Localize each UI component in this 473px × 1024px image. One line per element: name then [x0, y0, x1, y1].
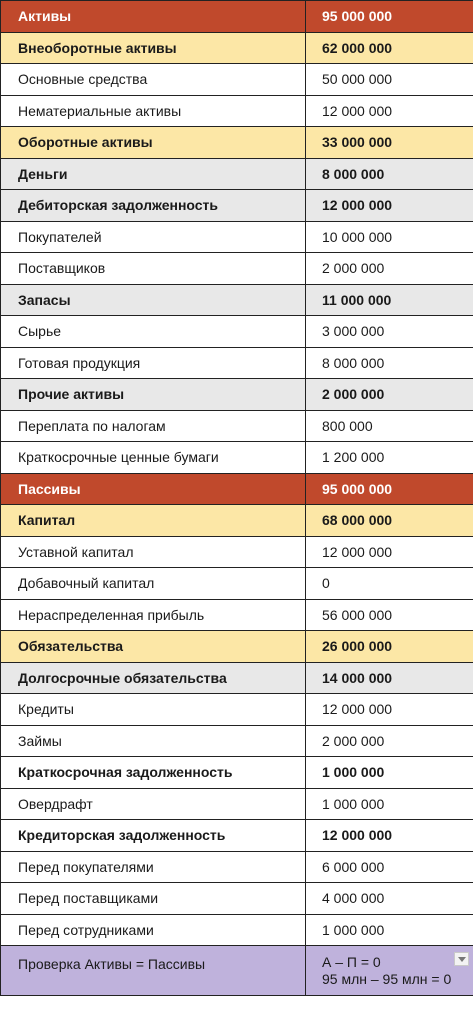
row-value[interactable]: 2 000 000 — [306, 379, 473, 411]
row-label[interactable]: Покупателей — [1, 221, 306, 253]
table-row — [1, 536, 473, 568]
row-value[interactable]: 12 000 000 — [306, 190, 473, 222]
row-label[interactable]: Внеоборотные активы — [1, 32, 306, 64]
row-value[interactable]: 12 000 000 — [306, 820, 473, 852]
balance-check-result[interactable] — [306, 946, 473, 996]
section-row — [1, 32, 473, 64]
row-label[interactable]: Готовая продукция — [1, 347, 306, 379]
table-row — [1, 410, 473, 442]
row-label[interactable]: Уставной капитал — [1, 536, 306, 568]
row-value[interactable]: 8 000 000 — [306, 158, 473, 190]
row-label[interactable]: Добавочный капитал — [1, 568, 306, 600]
table-row — [1, 788, 473, 820]
row-label[interactable]: Деньги — [1, 158, 306, 190]
row-label[interactable]: Краткосрочные ценные бумаги — [1, 442, 306, 474]
row-value[interactable]: 3 000 000 — [306, 316, 473, 348]
table-row — [1, 694, 473, 726]
row-value[interactable]: 62 000 000 — [306, 32, 473, 64]
chevron-down-icon[interactable] — [454, 952, 469, 966]
row-label[interactable]: Сырье — [1, 316, 306, 348]
table-row — [1, 64, 473, 96]
row-label[interactable]: Поставщиков — [1, 253, 306, 285]
row-label[interactable]: Нематериальные активы — [1, 95, 306, 127]
row-label[interactable]: Запасы — [1, 284, 306, 316]
row-label[interactable]: Активы — [1, 1, 306, 33]
row-label[interactable]: Перед сотрудниками — [1, 914, 306, 946]
subgroup-row — [1, 158, 473, 190]
row-value[interactable]: 33 000 000 — [306, 127, 473, 159]
row-value[interactable]: 68 000 000 — [306, 505, 473, 537]
table-row — [1, 725, 473, 757]
row-label[interactable]: Дебиторская задолженность — [1, 190, 306, 222]
row-value[interactable]: 95 000 000 — [306, 473, 473, 505]
table-row — [1, 599, 473, 631]
subgroup-row — [1, 284, 473, 316]
row-value[interactable]: 4 000 000 — [306, 883, 473, 915]
row-label[interactable]: Пассивы — [1, 473, 306, 505]
row-value[interactable]: 1 200 000 — [306, 442, 473, 474]
row-value[interactable]: 2 000 000 — [306, 253, 473, 285]
table-row — [1, 914, 473, 946]
row-value[interactable]: 56 000 000 — [306, 599, 473, 631]
row-value[interactable]: 12 000 000 — [306, 95, 473, 127]
row-value[interactable]: 8 000 000 — [306, 347, 473, 379]
row-value[interactable]: 6 000 000 — [306, 851, 473, 883]
subbold-row — [1, 757, 473, 789]
table-row — [1, 442, 473, 474]
header-row — [1, 473, 473, 505]
row-label[interactable]: Оборотные активы — [1, 127, 306, 159]
row-label[interactable]: Займы — [1, 725, 306, 757]
row-value[interactable]: 11 000 000 — [306, 284, 473, 316]
row-value[interactable]: 12 000 000 — [306, 694, 473, 726]
row-value[interactable]: 12 000 000 — [306, 536, 473, 568]
table-row — [1, 316, 473, 348]
table-row — [1, 347, 473, 379]
row-label[interactable]: Капитал — [1, 505, 306, 537]
table-row — [1, 568, 473, 600]
row-label[interactable]: Кредиторская задолженность — [1, 820, 306, 852]
row-value[interactable]: 800 000 — [306, 410, 473, 442]
row-value[interactable]: 1 000 000 — [306, 757, 473, 789]
subgroup-row — [1, 190, 473, 222]
section-row — [1, 631, 473, 663]
row-label[interactable]: Основные средства — [1, 64, 306, 96]
row-label[interactable]: Краткосрочная задолженность — [1, 757, 306, 789]
subgroup-row — [1, 662, 473, 694]
row-label[interactable]: Перед поставщиками — [1, 883, 306, 915]
row-value[interactable]: 95 000 000 — [306, 1, 473, 33]
row-label[interactable]: Прочие активы — [1, 379, 306, 411]
row-value[interactable]: 14 000 000 — [306, 662, 473, 694]
subbold-row — [1, 820, 473, 852]
balance-check-line-1: А – П = 0 — [322, 954, 381, 970]
table-row — [1, 253, 473, 285]
row-value[interactable]: 26 000 000 — [306, 631, 473, 663]
header-row — [1, 1, 473, 33]
table-row — [1, 221, 473, 253]
subgroup-row — [1, 379, 473, 411]
row-label[interactable]: Кредиты — [1, 694, 306, 726]
row-label[interactable]: Перед покупателями — [1, 851, 306, 883]
section-row — [1, 127, 473, 159]
balance-sheet-body — [1, 1, 473, 996]
row-label[interactable]: Долгосрочные обязательства — [1, 662, 306, 694]
row-value[interactable]: 2 000 000 — [306, 725, 473, 757]
table-row — [1, 883, 473, 915]
row-label[interactable]: Обязательства — [1, 631, 306, 663]
balance-check-label: Проверка Активы = Пассивы — [1, 946, 306, 996]
balance-check-row — [1, 946, 473, 996]
row-value[interactable]: 50 000 000 — [306, 64, 473, 96]
row-label[interactable]: Овердрафт — [1, 788, 306, 820]
row-value[interactable]: 0 — [306, 568, 473, 600]
balance-check-line-2: 95 млн – 95 млн = 0 — [322, 971, 452, 987]
row-label[interactable]: Нераспределенная прибыль — [1, 599, 306, 631]
section-row — [1, 505, 473, 537]
table-row — [1, 95, 473, 127]
row-label[interactable]: Переплата по налогам — [1, 410, 306, 442]
row-value[interactable]: 10 000 000 — [306, 221, 473, 253]
table-row — [1, 851, 473, 883]
row-value[interactable]: 1 000 000 — [306, 788, 473, 820]
row-value[interactable]: 1 000 000 — [306, 914, 473, 946]
